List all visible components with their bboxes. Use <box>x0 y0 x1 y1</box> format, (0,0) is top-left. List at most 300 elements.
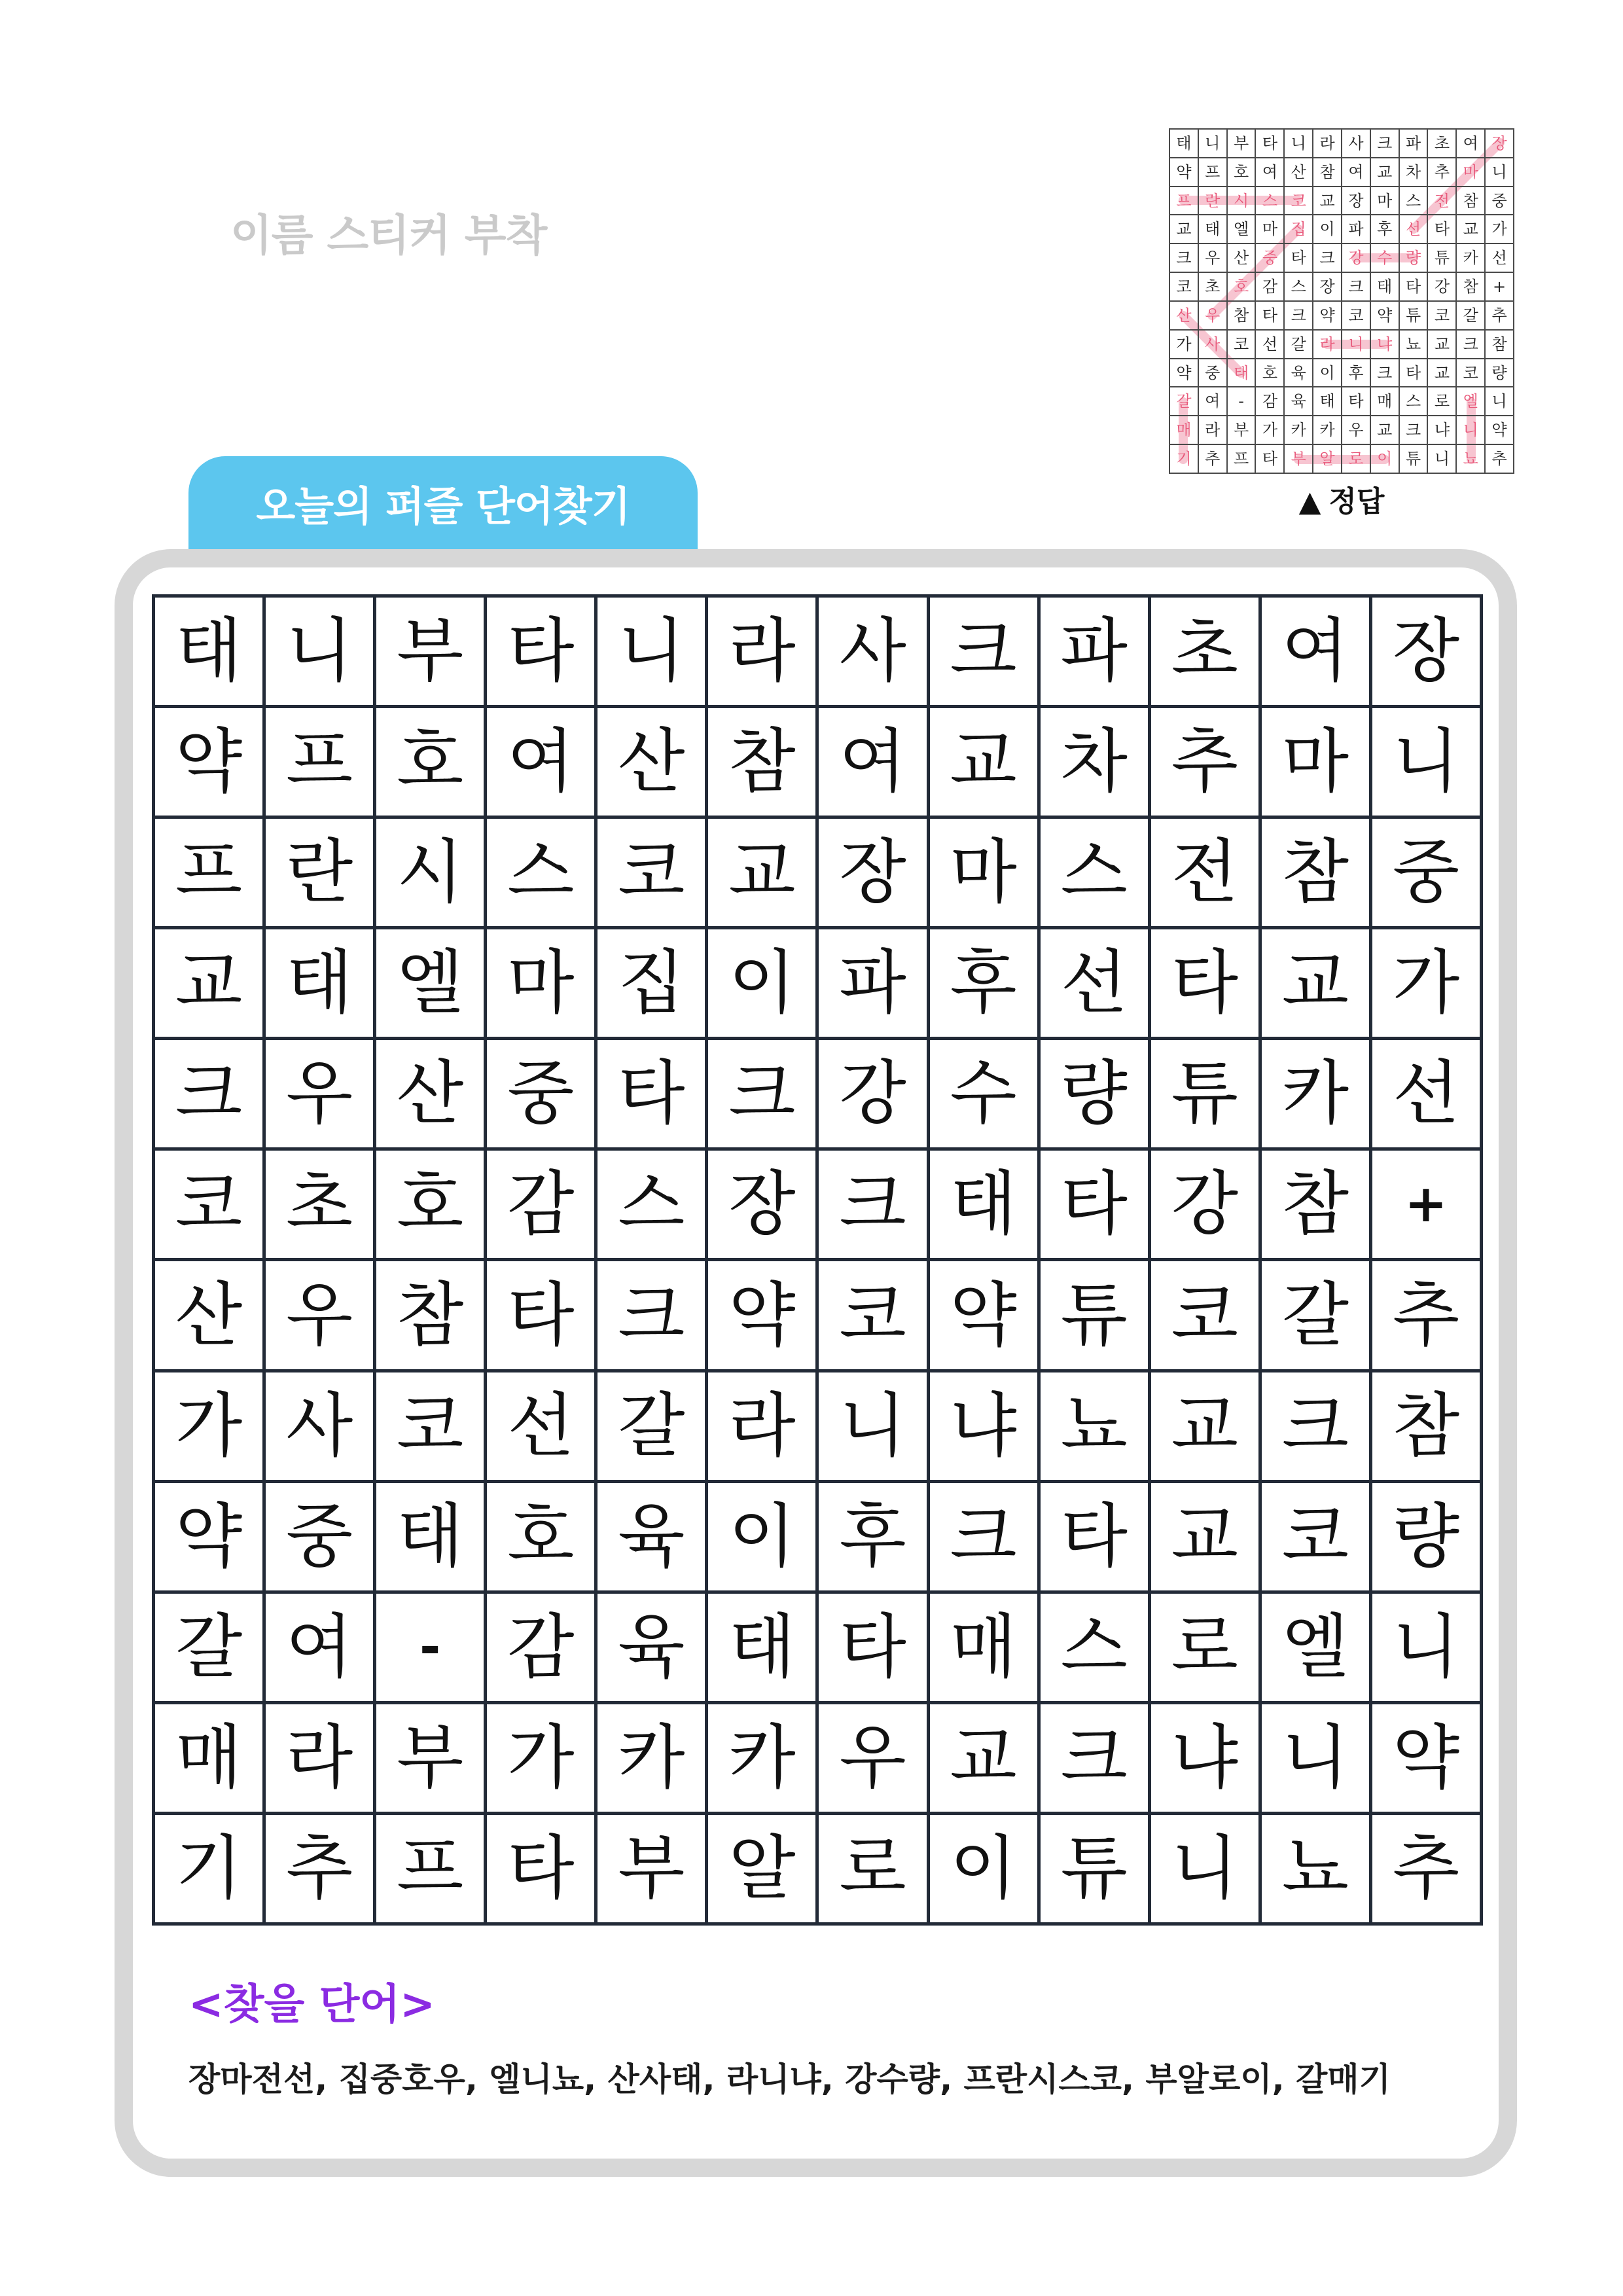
answer-key-cell-highlighted: 매 <box>1170 416 1199 445</box>
answer-key-cell: 우 <box>1342 416 1371 445</box>
grid-cell[interactable]: 장 <box>819 819 929 929</box>
answer-key-cell: 산 <box>1285 158 1313 187</box>
grid-cell[interactable]: 사 <box>819 598 929 708</box>
grid-cell[interactable]: 여 <box>266 1594 376 1704</box>
word-separator: , <box>940 2060 964 2098</box>
grid-cell[interactable]: 후 <box>930 929 1041 1040</box>
grid-cell[interactable]: 매 <box>930 1594 1041 1704</box>
words-list <box>188 2059 1391 2100</box>
answer-key-cell: 타 <box>1428 215 1457 244</box>
answer-key-cell: 니 <box>1199 130 1228 158</box>
answer-key-cell: 우 <box>1199 244 1228 273</box>
answer-key-cell: 중 <box>1199 359 1228 388</box>
target-word: 집중호우 <box>338 2060 465 2098</box>
grid-cell[interactable]: 추 <box>1151 708 1262 819</box>
answer-key-cell-highlighted: 갈 <box>1170 387 1199 416</box>
grid-cell[interactable]: 육 <box>597 1594 708 1704</box>
answer-key-cell: 육 <box>1285 387 1313 416</box>
answer-key-cell: 초 <box>1428 130 1457 158</box>
answer-key-cell-highlighted: 니 <box>1342 331 1371 359</box>
grid-cell[interactable]: 약 <box>1372 1704 1483 1815</box>
answer-key-cell-highlighted: 수 <box>1371 244 1400 273</box>
grid-cell[interactable]: 튜 <box>1151 1040 1262 1151</box>
grid-cell[interactable]: 량 <box>1372 1483 1483 1594</box>
answer-key-cell: 타 <box>1256 130 1285 158</box>
answer-key-cell: 코 <box>1170 273 1199 302</box>
target-word: 산사태 <box>607 2060 703 2098</box>
grid-cell[interactable]: 산 <box>597 708 708 819</box>
grid-cell[interactable]: 선 <box>1041 929 1151 1040</box>
grid-cell[interactable]: 기 <box>155 1815 266 1926</box>
grid-cell[interactable]: 크 <box>930 1483 1041 1594</box>
grid-cell[interactable]: 란 <box>266 819 376 929</box>
grid-cell[interactable]: 니 <box>597 598 708 708</box>
grid-cell[interactable]: 우 <box>266 1040 376 1151</box>
grid-cell[interactable]: 카 <box>597 1704 708 1815</box>
grid-cell[interactable]: 냐 <box>1151 1704 1262 1815</box>
grid-cell[interactable]: 부 <box>376 1704 487 1815</box>
grid-cell[interactable]: 후 <box>819 1483 929 1594</box>
grid-cell[interactable]: 라 <box>708 1372 819 1483</box>
answer-key-cell: 프 <box>1199 158 1228 187</box>
grid-cell[interactable]: 차 <box>1041 708 1151 819</box>
grid-cell[interactable]: 코 <box>819 1261 929 1372</box>
grid-cell[interactable]: 강 <box>1151 1151 1262 1261</box>
answer-key-cell: 부 <box>1228 130 1257 158</box>
answer-key-cell: 교 <box>1457 215 1486 244</box>
answer-key-cell: 후 <box>1342 359 1371 388</box>
grid-cell[interactable]: 타 <box>1041 1483 1151 1594</box>
answer-key-cell: 차 <box>1400 158 1429 187</box>
answer-key-cell: 가 <box>1170 331 1199 359</box>
grid-cell[interactable]: 니 <box>1372 1594 1483 1704</box>
grid-cell[interactable]: 코 <box>155 1151 266 1261</box>
grid-cell[interactable]: 냐 <box>930 1372 1041 1483</box>
grid-cell[interactable]: 튜 <box>1041 1815 1151 1926</box>
grid-cell[interactable]: 태 <box>708 1594 819 1704</box>
answer-key-cell-highlighted: 뇨 <box>1457 445 1486 474</box>
grid-cell[interactable]: 집 <box>597 929 708 1040</box>
answer-key-cell: 이 <box>1313 215 1342 244</box>
answer-key-cell: 선 <box>1256 331 1285 359</box>
answer-key-cell-highlighted: 중 <box>1256 244 1285 273</box>
answer-key-cell: 약 <box>1313 302 1342 331</box>
answer-key-cell: 태 <box>1199 215 1228 244</box>
answer-key-cell: 여 <box>1342 158 1371 187</box>
answer-key-cell: 추 <box>1486 445 1514 474</box>
answer-key-cell-highlighted: 사 <box>1199 331 1228 359</box>
target-word: 프란시스코 <box>963 2060 1122 2098</box>
grid-cell[interactable]: 추 <box>1372 1815 1483 1926</box>
answer-key-cell: 초 <box>1199 273 1228 302</box>
grid-cell[interactable]: 중 <box>266 1483 376 1594</box>
answer-key-cell: 사 <box>1342 130 1371 158</box>
answer-key-cell-highlighted: 로 <box>1342 445 1371 474</box>
grid-cell[interactable]: 라 <box>708 598 819 708</box>
grid-cell[interactable]: 수 <box>930 1040 1041 1151</box>
word-separator: , <box>584 2060 608 2098</box>
answer-key-cell-highlighted: 알 <box>1313 445 1342 474</box>
grid-cell[interactable]: 호 <box>376 708 487 819</box>
answer-key-cell: 파 <box>1342 215 1371 244</box>
answer-key-cell: 약 <box>1170 158 1199 187</box>
grid-cell[interactable]: 니 <box>1372 708 1483 819</box>
grid-cell[interactable]: - <box>376 1594 487 1704</box>
answer-key-cell: 크 <box>1342 273 1371 302</box>
grid-cell[interactable]: 장 <box>708 1151 819 1261</box>
answer-key-cell: 태 <box>1371 273 1400 302</box>
answer-key-cell: 타 <box>1285 244 1313 273</box>
grid-cell[interactable]: 프 <box>376 1815 487 1926</box>
grid-cell[interactable]: 파 <box>1041 598 1151 708</box>
grid-cell[interactable]: 알 <box>708 1815 819 1926</box>
grid-cell[interactable]: 스 <box>1041 1594 1151 1704</box>
answer-key-cell: 호 <box>1228 158 1257 187</box>
answer-key-cell: 여 <box>1199 387 1228 416</box>
answer-key-cell-highlighted: 호 <box>1228 273 1257 302</box>
grid-cell[interactable]: 여 <box>1262 598 1372 708</box>
answer-key-cell: 추 <box>1428 158 1457 187</box>
grid-cell[interactable]: 약 <box>708 1261 819 1372</box>
answer-key-cell: 크 <box>1371 359 1400 388</box>
answer-key-cell-highlighted: 마 <box>1457 158 1486 187</box>
answer-key-cell: 여 <box>1256 158 1285 187</box>
answer-key-cell: 냐 <box>1428 416 1457 445</box>
grid-cell[interactable]: 참 <box>708 708 819 819</box>
grid-cell[interactable]: 엘 <box>376 929 487 1040</box>
answer-key-cell: 스 <box>1400 187 1429 216</box>
grid-cell[interactable]: 크 <box>597 1261 708 1372</box>
grid-cell[interactable]: 이 <box>708 1483 819 1594</box>
answer-key-cell-highlighted: 이 <box>1371 445 1400 474</box>
answer-key-cell: 마 <box>1256 215 1285 244</box>
grid-cell[interactable]: 갈 <box>1262 1261 1372 1372</box>
answer-key-cell: 갈 <box>1285 331 1313 359</box>
answer-key-cell: 프 <box>1228 445 1257 474</box>
grid-cell[interactable]: 부 <box>376 598 487 708</box>
grid-cell[interactable]: 타 <box>487 598 597 708</box>
grid-cell[interactable]: 우 <box>819 1704 929 1815</box>
grid-cell[interactable]: 로 <box>1151 1594 1262 1704</box>
grid-cell[interactable]: 니 <box>1151 1815 1262 1926</box>
grid-cell[interactable]: 크 <box>1262 1372 1372 1483</box>
grid-cell[interactable]: 이 <box>708 929 819 1040</box>
grid-cell[interactable]: 코 <box>1262 1483 1372 1594</box>
grid-cell[interactable]: 니 <box>266 598 376 708</box>
answer-key-cell: 타 <box>1400 273 1429 302</box>
target-word: 부알로이 <box>1145 2060 1272 2098</box>
answer-key-cell: - <box>1228 387 1257 416</box>
grid-cell[interactable]: 타 <box>819 1594 929 1704</box>
answer-key-cell: 카 <box>1285 416 1313 445</box>
grid-cell[interactable]: 육 <box>597 1483 708 1594</box>
answer-key-cell: 약 <box>1170 359 1199 388</box>
grid-cell[interactable]: 로 <box>819 1815 929 1926</box>
answer-key-cell: 코 <box>1428 302 1457 331</box>
grid-cell[interactable]: 타 <box>1041 1151 1151 1261</box>
puzzle-tab <box>188 456 698 549</box>
grid-cell[interactable]: 태 <box>155 598 266 708</box>
grid-cell[interactable]: 타 <box>1151 929 1262 1040</box>
grid-cell[interactable]: 감 <box>487 1594 597 1704</box>
grid-cell[interactable]: 참 <box>1262 1151 1372 1261</box>
target-word: 라니냐 <box>726 2060 821 2098</box>
answer-key-cell: 크 <box>1170 244 1199 273</box>
answer-key-cell-highlighted: 시 <box>1228 187 1257 216</box>
answer-key-label: 정답 <box>1329 485 1385 518</box>
answer-key-cell: 가 <box>1486 215 1514 244</box>
answer-key-cell: 가 <box>1256 416 1285 445</box>
word-separator: , <box>1121 2060 1146 2098</box>
grid-cell[interactable]: 감 <box>487 1151 597 1261</box>
grid-cell[interactable]: 강 <box>819 1040 929 1151</box>
grid-cell[interactable]: 갈 <box>597 1372 708 1483</box>
grid-cell[interactable]: 니 <box>1262 1704 1372 1815</box>
grid-cell[interactable]: 프 <box>155 819 266 929</box>
answer-key-cell: 참 <box>1457 273 1486 302</box>
grid-cell[interactable]: 뇨 <box>1262 1815 1372 1926</box>
answer-key-cell: 로 <box>1428 387 1457 416</box>
grid-cell[interactable]: 타 <box>597 1040 708 1151</box>
grid-cell[interactable]: 가 <box>487 1704 597 1815</box>
grid-cell[interactable]: 프 <box>266 708 376 819</box>
answer-key-cell: 매 <box>1371 387 1400 416</box>
puzzle-grid <box>152 594 1483 1926</box>
grid-cell[interactable]: 호 <box>487 1483 597 1594</box>
answer-key-cell: 추 <box>1199 445 1228 474</box>
grid-cell[interactable]: 스 <box>1041 819 1151 929</box>
puzzle-tab-title: 오늘의 퍼즐 단어찾기 <box>256 482 630 530</box>
grid-cell[interactable]: 가 <box>155 1372 266 1483</box>
answer-key-cell-highlighted: 부 <box>1285 445 1313 474</box>
answer-key-cell-highlighted: 프 <box>1170 187 1199 216</box>
answer-key-cell: 교 <box>1313 187 1342 216</box>
answer-key-cell: 참 <box>1486 331 1514 359</box>
name-sticker-label: 이름 스티커 부착 <box>230 210 547 260</box>
answer-key-cell: 선 <box>1486 244 1514 273</box>
grid-cell[interactable]: 카 <box>1262 1040 1372 1151</box>
answer-key-cell: 크 <box>1371 130 1400 158</box>
grid-cell[interactable]: 마 <box>487 929 597 1040</box>
answer-key-cell-highlighted: 집 <box>1285 215 1313 244</box>
answer-key-cell-highlighted: 기 <box>1170 445 1199 474</box>
answer-key-cell: 교 <box>1170 215 1199 244</box>
answer-key-cell-highlighted: 스 <box>1256 187 1285 216</box>
grid-cell[interactable]: 시 <box>376 819 487 929</box>
grid-cell[interactable]: 초 <box>266 1151 376 1261</box>
grid-cell[interactable]: 교 <box>1151 1483 1262 1594</box>
grid-cell[interactable]: 추 <box>266 1815 376 1926</box>
grid-cell[interactable]: 튜 <box>1041 1261 1151 1372</box>
grid-cell[interactable]: 교 <box>930 708 1041 819</box>
grid-cell[interactable]: 태 <box>266 929 376 1040</box>
grid-cell[interactable]: 약 <box>155 1483 266 1594</box>
grid-cell[interactable]: 크 <box>930 598 1041 708</box>
grid-cell[interactable]: 교 <box>708 819 819 929</box>
answer-key-cell: 감 <box>1256 273 1285 302</box>
answer-key-cell: 타 <box>1256 445 1285 474</box>
answer-key-cell: 후 <box>1371 215 1400 244</box>
word-separator: , <box>702 2060 726 2098</box>
answer-key-cell-highlighted: 강 <box>1342 244 1371 273</box>
grid-cell[interactable]: 참 <box>1372 1372 1483 1483</box>
grid-cell[interactable]: 크 <box>708 1040 819 1151</box>
answer-key-cell: 니 <box>1486 387 1514 416</box>
answer-key-cell: 추 <box>1486 302 1514 331</box>
answer-key-cell: 코 <box>1342 302 1371 331</box>
word-separator: , <box>821 2060 846 2098</box>
grid-cell[interactable]: 스 <box>487 819 597 929</box>
answer-key-grid <box>1169 128 1514 474</box>
grid-cell[interactable]: 참 <box>376 1261 487 1372</box>
grid-cell[interactable]: 코 <box>376 1372 487 1483</box>
grid-cell[interactable]: 태 <box>376 1483 487 1594</box>
target-word: 엘니뇨 <box>489 2060 584 2098</box>
answer-key-cell: 타 <box>1400 359 1429 388</box>
grid-cell[interactable]: 니 <box>819 1372 929 1483</box>
answer-key-cell-highlighted: 란 <box>1199 187 1228 216</box>
grid-cell[interactable]: 스 <box>597 1151 708 1261</box>
target-word: 강수량 <box>845 2060 940 2098</box>
grid-cell[interactable]: 교 <box>155 929 266 1040</box>
grid-cell[interactable]: 여 <box>819 708 929 819</box>
answer-key-cell: 니 <box>1428 445 1457 474</box>
grid-cell[interactable]: 라 <box>266 1704 376 1815</box>
grid-cell[interactable]: 갈 <box>155 1594 266 1704</box>
grid-cell[interactable]: 교 <box>1151 1372 1262 1483</box>
grid-cell[interactable]: 코 <box>1151 1261 1262 1372</box>
answer-key-cell: 참 <box>1457 187 1486 216</box>
answer-key-cell: 뇨 <box>1400 331 1429 359</box>
grid-cell[interactable]: 파 <box>819 929 929 1040</box>
answer-key-cell: 코 <box>1457 359 1486 388</box>
answer-key-cell: 이 <box>1313 359 1342 388</box>
answer-key-cell: 크 <box>1313 244 1342 273</box>
grid-cell[interactable]: 중 <box>1372 819 1483 929</box>
grid-cell[interactable]: 사 <box>266 1372 376 1483</box>
grid-cell[interactable]: 엘 <box>1262 1594 1372 1704</box>
answer-key-cell: 튜 <box>1428 244 1457 273</box>
grid-cell[interactable]: 태 <box>930 1151 1041 1261</box>
grid-cell[interactable]: 산 <box>376 1040 487 1151</box>
grid-cell[interactable]: 카 <box>708 1704 819 1815</box>
answer-key-cell: 참 <box>1228 302 1257 331</box>
grid-cell[interactable]: 타 <box>487 1261 597 1372</box>
grid-cell[interactable]: 크 <box>819 1151 929 1261</box>
answer-key-cell-highlighted: 장 <box>1486 130 1514 158</box>
answer-key-cell: 튜 <box>1400 302 1429 331</box>
answer-key-cell: 튜 <box>1400 445 1429 474</box>
answer-key <box>1169 128 1514 474</box>
grid-cell[interactable]: 뇨 <box>1041 1372 1151 1483</box>
answer-key-cell: 라 <box>1199 416 1228 445</box>
grid-cell[interactable]: + <box>1372 1151 1483 1261</box>
grid-cell[interactable]: 산 <box>155 1261 266 1372</box>
answer-key-cell: 크 <box>1285 302 1313 331</box>
answer-key-cell-highlighted: 산 <box>1170 302 1199 331</box>
grid-cell[interactable]: 크 <box>1041 1704 1151 1815</box>
grid-cell[interactable]: 부 <box>597 1815 708 1926</box>
answer-key-cell-highlighted: 라 <box>1313 331 1342 359</box>
grid-cell[interactable]: 전 <box>1151 819 1262 929</box>
grid-cell[interactable]: 량 <box>1041 1040 1151 1151</box>
answer-key-cell: 태 <box>1170 130 1199 158</box>
grid-cell[interactable]: 마 <box>1262 708 1372 819</box>
grid-cell[interactable]: 호 <box>376 1151 487 1261</box>
answer-key-cell: 스 <box>1285 273 1313 302</box>
grid-cell[interactable]: 추 <box>1372 1261 1483 1372</box>
answer-key-cell: 카 <box>1313 416 1342 445</box>
grid-cell[interactable]: 여 <box>487 708 597 819</box>
answer-key-cell: 부 <box>1228 416 1257 445</box>
answer-key-cell: 감 <box>1256 387 1285 416</box>
answer-key-cell: 교 <box>1428 331 1457 359</box>
answer-key-cell: 중 <box>1486 187 1514 216</box>
answer-key-cell: 장 <box>1313 273 1342 302</box>
grid-cell[interactable]: 교 <box>1262 929 1372 1040</box>
answer-key-cell: 라 <box>1313 130 1342 158</box>
grid-cell[interactable]: 선 <box>487 1372 597 1483</box>
grid-cell[interactable]: 중 <box>487 1040 597 1151</box>
answer-key-caption <box>1169 484 1514 520</box>
answer-key-cell: 교 <box>1371 416 1400 445</box>
grid-cell[interactable]: 약 <box>155 708 266 819</box>
answer-key-cell: 약 <box>1371 302 1400 331</box>
answer-key-cell-highlighted: 전 <box>1428 187 1457 216</box>
answer-key-cell: 타 <box>1342 387 1371 416</box>
target-word: 갈매기 <box>1295 2060 1391 2098</box>
word-separator: , <box>1272 2060 1296 2098</box>
answer-key-cell: 크 <box>1457 331 1486 359</box>
triangle-up-icon: ▲ <box>1298 485 1321 518</box>
answer-key-cell: 교 <box>1371 158 1400 187</box>
answer-key-cell-highlighted: 냐 <box>1371 331 1400 359</box>
grid-cell[interactable]: 우 <box>266 1261 376 1372</box>
words-heading: <찾을 단어> <box>188 1981 435 2029</box>
answer-key-cell-highlighted: 엘 <box>1457 387 1486 416</box>
answer-key-cell: 스 <box>1400 387 1429 416</box>
grid-cell[interactable]: 크 <box>155 1040 266 1151</box>
answer-key-cell: 크 <box>1400 416 1429 445</box>
grid-cell[interactable]: 이 <box>930 1815 1041 1926</box>
answer-key-cell: 약 <box>1486 416 1514 445</box>
answer-key-cell: 니 <box>1285 130 1313 158</box>
answer-key-cell: 교 <box>1428 359 1457 388</box>
grid-cell[interactable]: 타 <box>487 1815 597 1926</box>
grid-cell[interactable]: 장 <box>1372 598 1483 708</box>
answer-key-cell: 산 <box>1228 244 1257 273</box>
answer-key-cell: 참 <box>1313 158 1342 187</box>
grid-cell[interactable]: 마 <box>930 819 1041 929</box>
answer-key-cell-highlighted: 코 <box>1285 187 1313 216</box>
grid-cell[interactable]: 코 <box>597 819 708 929</box>
grid-cell[interactable]: 교 <box>930 1704 1041 1815</box>
answer-key-cell-highlighted: 우 <box>1199 302 1228 331</box>
word-separator: , <box>315 2060 339 2098</box>
answer-key-cell-highlighted: 니 <box>1457 416 1486 445</box>
answer-key-cell: 육 <box>1285 359 1313 388</box>
grid-cell[interactable]: 참 <box>1262 819 1372 929</box>
grid-cell[interactable]: 선 <box>1372 1040 1483 1151</box>
grid-cell[interactable]: 초 <box>1151 598 1262 708</box>
answer-key-cell: 카 <box>1457 244 1486 273</box>
target-word: 장마전선 <box>188 2060 315 2098</box>
grid-cell[interactable]: 약 <box>930 1261 1041 1372</box>
grid-cell[interactable]: 매 <box>155 1704 266 1815</box>
grid-cell[interactable]: 가 <box>1372 929 1483 1040</box>
answer-key-cell: 강 <box>1428 273 1457 302</box>
answer-key-cell: 갈 <box>1457 302 1486 331</box>
